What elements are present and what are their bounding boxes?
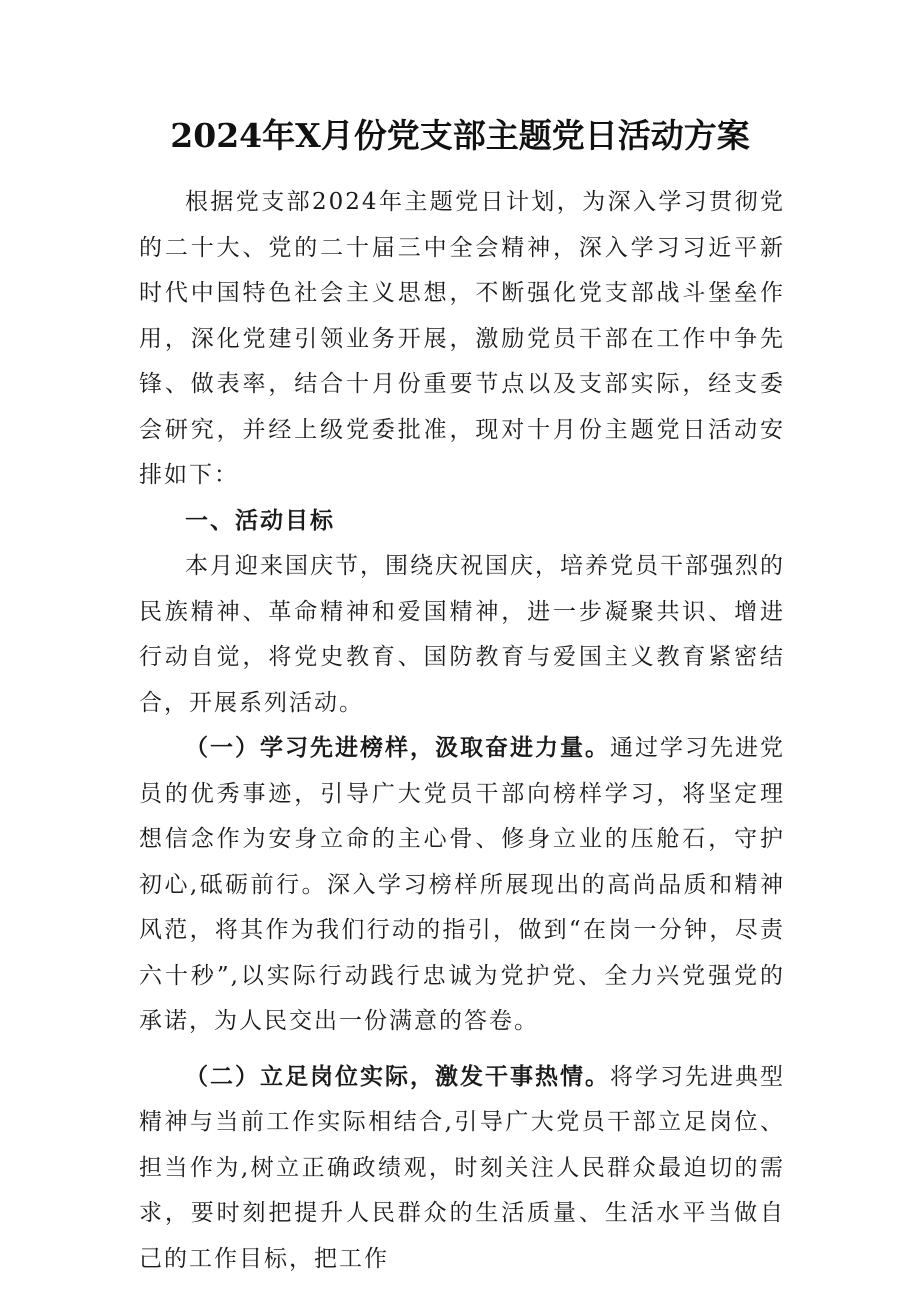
goal-item-1	[139, 726, 785, 1045]
intro-paragraph: 根据党支部2024年主题党日计划，为深入学习贯彻党的二十大、党的二十届三中全会精神，深入学习习近平新时代中国特色社会主义思想，不断强化党支部战斗堡垒作用，深化党建引领业务开展，激励党员干部在工作中争先锋、做表率，结合十月份重要节点以及支部实际，经支委会研究，并经上级党委批准，现对十月份主题党日活动安排如下：	[139, 189, 785, 488]
section-goals-paragraph: 本月迎来国庆节，围绕庆祝国庆，培养党员干部强烈的民族精神、革命精神和爱国精神，进一步凝聚共识、增进行动自觉，将党史教育、国防教育与爱国主义教育紧密结合，开展系列活动。	[139, 553, 785, 716]
document-body	[139, 180, 785, 1282]
goal-item-1-label: （一）学习先进榜样，汲取奋进力量。	[185, 735, 610, 761]
goal-item-2-label: （二）立足岗位实际，激发干事热情。	[185, 1063, 610, 1090]
section-heading-goals: 一、活动目标	[185, 507, 335, 534]
goal-item-2-text: 将学习先进典型精神与当前工作实际相结合,引导广大党员干部立足岗位、担当作为,树立正确政绩观，时刻关注人民群众最迫切的需求，要时刻把提升人民群众的生活质量、生活水平当做自己的工作目标，把工作	[139, 1063, 785, 1272]
goal-item-1-text: 通过学习先进党员的优秀事迹，引导广大党员干部向榜样学习，将坚定理想信念作为安身立命的主心骨、修身立业的压舱石，守护初心,砥砺前行。深入学习榜样所展现出的高尚品质和精神风范，将其作为我们行动的指引，做到“在岗一分钟，尽责六十秒”,以实际行动践行忠诚为党护党、全力兴党强党的承诺，为人民交出一份满意的答卷。	[139, 735, 785, 1034]
paragraph-gap	[139, 1045, 785, 1055]
document-title: 2024年X月份党支部主题党日活动方案	[170, 116, 750, 155]
goal-item-2	[139, 1055, 785, 1283]
